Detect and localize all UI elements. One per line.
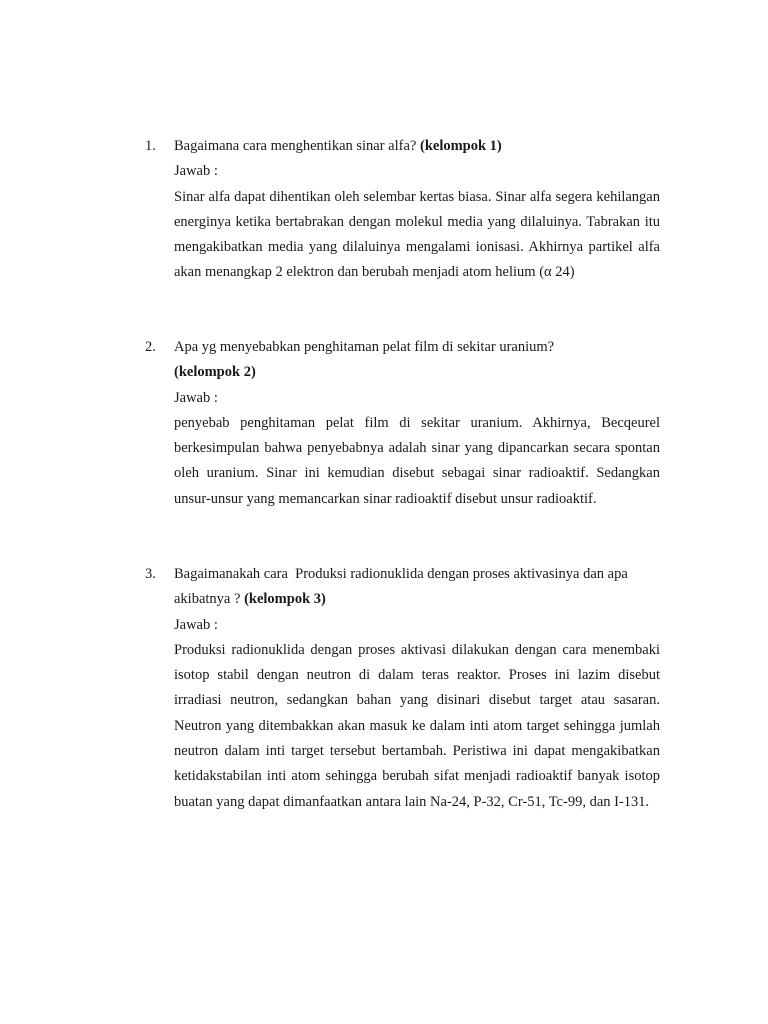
jawab-label: Jawab : (174, 163, 218, 180)
jawab-label: Jawab : (174, 616, 218, 633)
question-text: Apa yg menyebabkan penghitaman pelat film di sekitar uranium? (174, 339, 555, 355)
question-line-2 (174, 587, 660, 612)
question-text-line-2: akibatnya ? (174, 591, 241, 608)
item-body (174, 335, 660, 512)
question-item-3 (145, 562, 660, 815)
jawab-label: Jawab : (174, 389, 218, 406)
item-body (174, 562, 660, 815)
item-number: 1. (145, 138, 156, 154)
group-label: (kelompok 3) (244, 591, 326, 608)
answer-text: penyebab penghitaman pelat film di sekitar uranium. Akhirnya, Becqeurel berkesimpulan bahwa penyebabnya adalah sinar yang dipancarkan secara spontan oleh uranium. Sinar ini kemudian disebut sebagai sinar radioaktif. Sedangkan unsur-unsur yang memancarkan sinar radioaktif disebut unsur radioaktif. (174, 414, 660, 507)
question-item-1 (145, 134, 660, 286)
item-number: 2. (145, 339, 156, 355)
answer-text: Sinar alfa dapat dihentikan oleh selembar kertas biasa. Sinar alfa segera kehilangan energinya ketika bertabrakan dengan molekul media yang dilaluinya. Tabrakan itu mengakibatkan media yang dilaluinya mengalami ionisasi. Akhirnya partikel alfa akan menangkap 2 elektron dan berubah menjadi atom helium (α 24) (174, 188, 660, 281)
question-item-2 (145, 335, 660, 512)
question-line (174, 134, 660, 159)
question-text-line-1: Bagaimanakah cara Produksi radionuklida dengan proses aktivasinya dan apa (174, 566, 628, 582)
group-label: (kelompok 2) (174, 364, 256, 381)
question-text: Bagaimana cara menghentikan sinar alfa? (174, 138, 417, 154)
item-number: 3. (145, 566, 156, 582)
item-body (174, 134, 660, 286)
answer-text: Produksi radionuklida dengan proses aktivasi dilakukan dengan cara menembaki isotop stabil dengan neutron di dalam teras reaktor. Proses ini lazim disebut irradiasi neutron, sedangkan bahan yang disinari disebut target atau sasaran. Neutron yang ditembakkan akan masuk ke dalam inti atom target sehingga jumlah neutron dalam inti target tersebut bertambah. Peristiwa ini dapat mengakibatkan ketidakstabilan inti atom sehingga berubah sifat menjadi radioaktif banyak isotop buatan yang dapat dimanfaatkan antara lain Na-24, P-32, Cr-51, Tc-99, dan I-131. (174, 641, 660, 810)
group-label: (kelompok 1) (419, 138, 502, 154)
